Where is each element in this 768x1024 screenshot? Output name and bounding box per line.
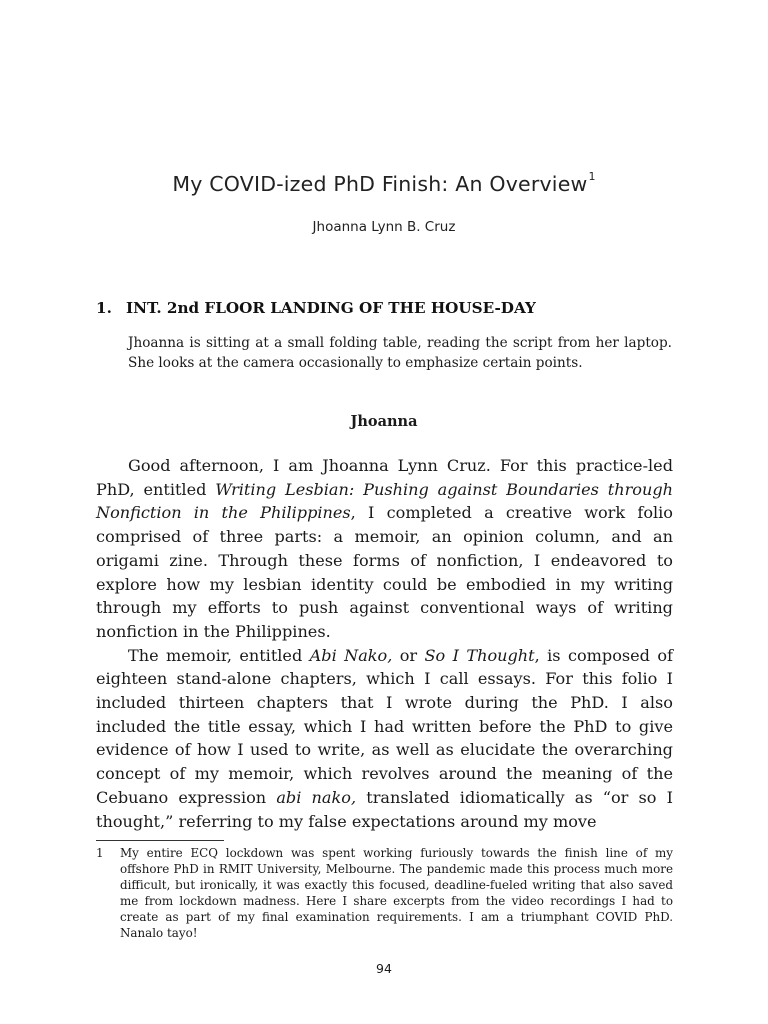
scene-action: Jhoanna is sitting at a small folding table, reading the script from her laptop. She looks at the camera occasionally to emphasize certain points. xyxy=(128,335,672,371)
scene-heading-text: INT. 2nd FLOOR LANDING OF THE HOUSE-DAY xyxy=(126,299,536,317)
paragraph-2-text-c: , is composed of eighteen stand-alone chapters, which I call essays. For this folio I included thirteen chapters that I wrote during the PhD. I also included the title essay, which I had written before the PhD to give evidence of how I used to write, as well as elucidate the overarching concept of my memoir, which revolves around the meaning of the Cebuano expression xyxy=(96,645,674,807)
scene-number: 1. xyxy=(96,299,112,317)
paragraph-1-text-b: , I completed a creative work folio comprised of three parts: a memoir, an opinion column, and an origami zine. Through these forms of nonfiction, I endeavored to explore how my lesbian identity could be embodied in my writing through my efforts to push against conventional ways of writing nonfiction in the Philippines. xyxy=(96,503,673,641)
paragraph-2-text-a: The memoir, entitled xyxy=(128,645,310,665)
essay-title-text: My COVID-ized PhD Finish: An Overview xyxy=(172,172,588,196)
paragraph-2-text-d: translated idiomatically as “or so I thought,” referring to my false expectations around my move xyxy=(96,787,673,831)
footnote xyxy=(96,845,673,941)
cebuano-term: abi nako, xyxy=(276,787,357,807)
thesis-title: Writing Lesbian: Pushing against Boundaries through Nonfiction in the Philippines xyxy=(96,479,673,523)
footnote-number: 1 xyxy=(96,846,104,860)
author-name: Jhoanna Lynn B. Cruz xyxy=(312,219,456,235)
memoir-alt-title: So I Thought xyxy=(424,645,535,665)
paragraph-1-text-a: Good afternoon, I am Jhoanna Lynn Cruz. For this practice-led PhD, entitled xyxy=(96,456,673,499)
footnote-text: My entire ECQ lockdown was spent working furiously towards the finish line of my offshore PhD in RMIT University, Melbourne. The pandemic made this process much more difficult, but ironically, it was exactly this focused, deadline-fueled writing that also saved me from lockdown madness. Here I share excerpts from the video recordings I had to create as part of my final examination requirements. I am a triumphant COVID PhD. Nanalo tayo! xyxy=(120,846,673,940)
page-number: 94 xyxy=(376,961,392,976)
memoir-title: Abi Nako, xyxy=(309,645,393,665)
essay-title xyxy=(0,172,768,196)
paragraph-1 xyxy=(96,454,673,644)
dialogue-body xyxy=(96,454,673,833)
paragraph-2-text-b: or xyxy=(392,645,425,665)
scene-heading xyxy=(96,299,676,317)
footnote-rule xyxy=(96,840,224,841)
paragraph-2 xyxy=(96,644,673,834)
footnote-marker: 1 xyxy=(588,170,596,183)
speaker-name: Jhoanna xyxy=(350,413,418,430)
